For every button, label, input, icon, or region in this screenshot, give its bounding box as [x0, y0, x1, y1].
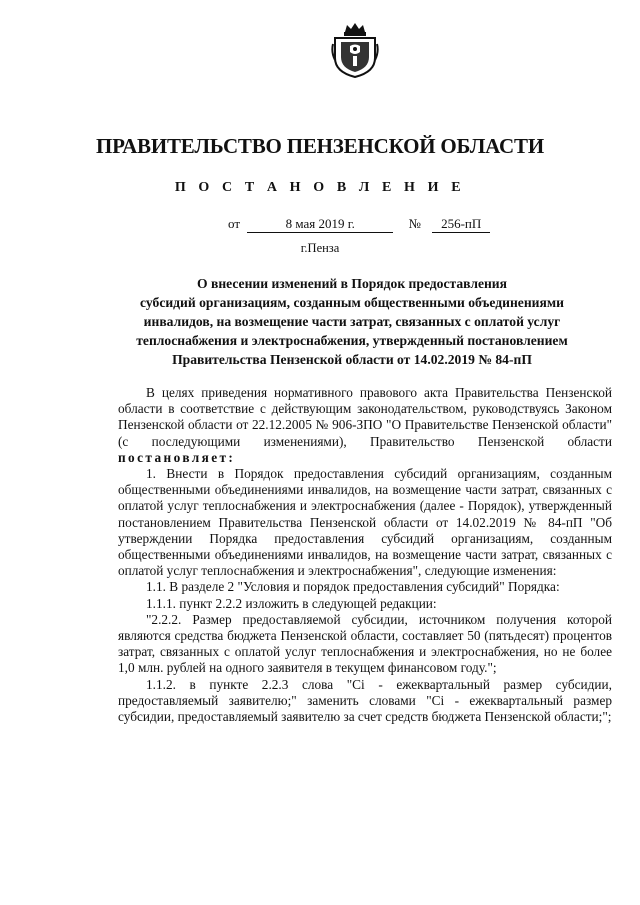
subject-line: теплоснабжения и электроснабжения, утвержденный постановлением	[136, 333, 568, 348]
subject-line: О внесении изменений в Порядок предоставления	[197, 276, 507, 291]
body-paragraph: 1. Внести в Порядок предоставления субсидий организациям, созданным общественными объединениями инвалидов, на возмещение части затрат, связанных с оплатой услуг теплоснабжения и электроснабжения (далее - Порядок), утвержденный постановлением Правительства Пензенской области от 14.02.2019 № 84-пП "Об утверждении Порядка предоставления субсидий организациям, созданным общественными объединениями инвалидов, на возмещение части затрат, связанных с оплатой услуг теплоснабжения и электроснабжения", следующие изменения:	[118, 466, 612, 579]
subject-line: Правительства Пензенской области от 14.02.2019 № 84-пП	[172, 352, 532, 367]
number-sign: №	[408, 216, 421, 231]
document-subject	[100, 274, 604, 369]
city-name: г.Пенза	[300, 241, 340, 255]
subject-line: инвалидов, на возмещение части затрат, связанных с оплатой услуг	[143, 314, 561, 329]
body-paragraph: 1.1.1. пункт 2.2.2 изложить в следующей редакции:	[146, 595, 437, 611]
preamble-text: В целях приведения нормативного правового акта Правительства Пензенской области в соответствие с действующим законодательством, руководствуясь Законом Пензенской области от 22.12.2005 № 906-ЗПО "О Правительстве Пензенской области" (с последующими изменениями), Правительство Пензенской области	[118, 385, 612, 449]
resolution-keyword: постановляет:	[118, 449, 236, 465]
coat-of-arms-icon	[331, 22, 379, 78]
document-type: П О С Т А Н О В Л Е Н И Е	[174, 180, 466, 195]
date-prefix: от	[228, 216, 241, 231]
document-body	[118, 385, 612, 725]
body-paragraph: "2.2.2. Размер предоставляемой субсидии, источником получения которой являются средства бюджета Пензенской области, составляет 50 (пятьдесят) процентов затрат, связанных с оплатой услуг теплоснабжения и электроснабжения, но не более 1,0 млн. рублей на одного заявителя в текущем финансовом году.";	[118, 611, 612, 676]
body-paragraph: 1.1. В разделе 2 "Условия и порядок предоставления субсидий" Порядка:	[146, 579, 560, 595]
document-date: 8 мая 2019 г.	[247, 216, 393, 233]
government-title: ПРАВИТЕЛЬСТВО ПЕНЗЕНСКОЙ ОБЛАСТИ	[96, 134, 544, 158]
date-number-line	[228, 216, 490, 233]
document-number: 256-пП	[432, 216, 490, 233]
body-paragraph	[118, 385, 612, 466]
body-paragraph: 1.1.2. в пункте 2.2.3 слова "Ci - ежеквартальный размер субсидии, предоставляемый заявителю;" заменить словами "Ci - ежеквартальный размер субсидии, предоставляемый заявителю за счет средств бюджета Пензенской области;";	[118, 676, 612, 725]
subject-line: субсидий организациям, созданным общественными объединениями	[140, 295, 564, 310]
